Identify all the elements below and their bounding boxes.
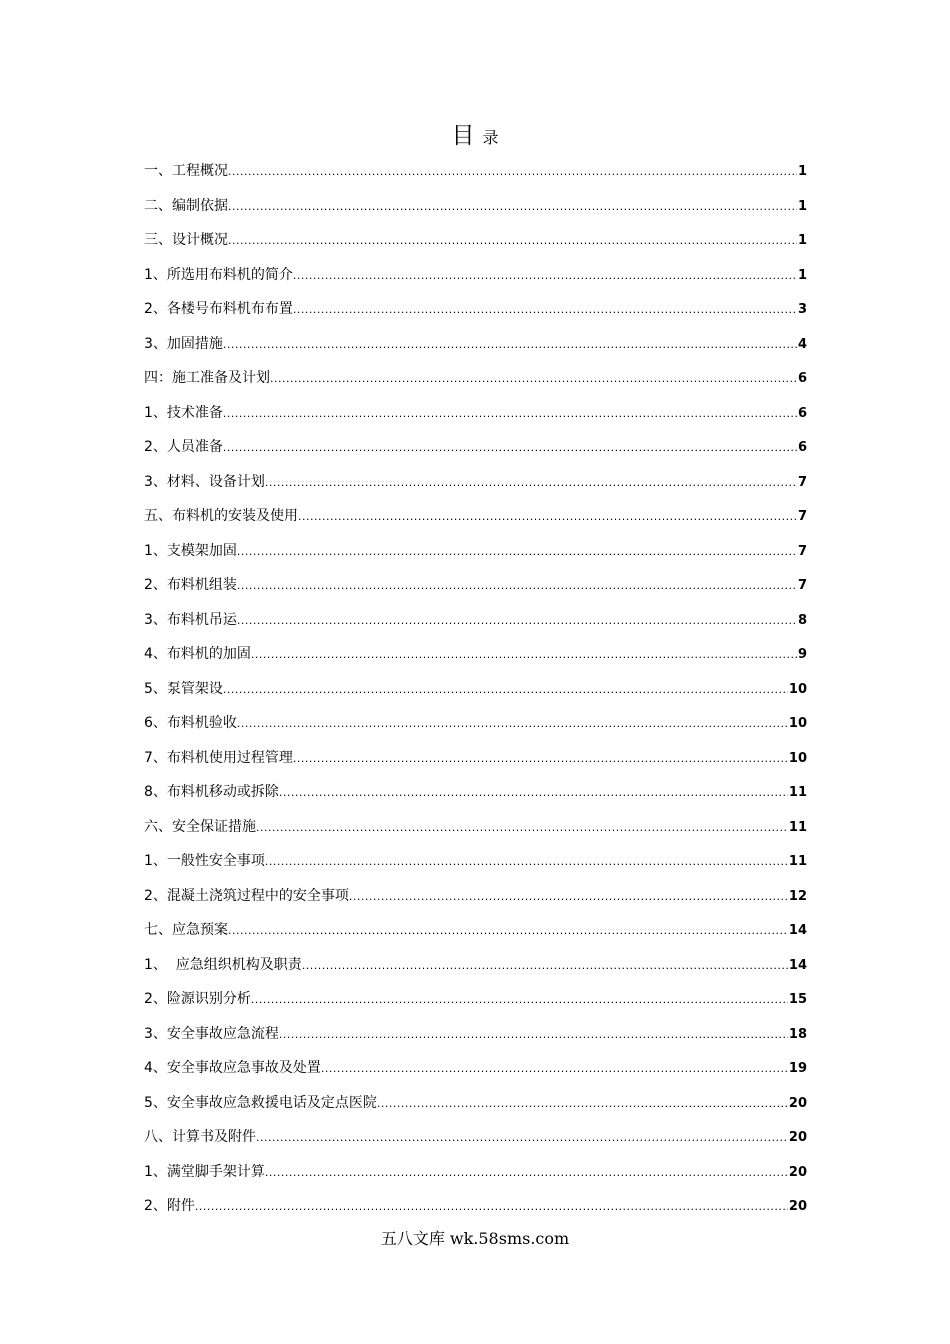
toc-entry[interactable] bbox=[144, 333, 807, 368]
toc-entry-leader bbox=[265, 851, 788, 873]
toc-entry-leader bbox=[293, 299, 797, 321]
toc-entry-page: 20 bbox=[788, 1199, 807, 1214]
toc-entry-page: 8 bbox=[797, 612, 807, 628]
toc-entry-label: 五、布料机的安装及使用 bbox=[144, 508, 298, 524]
toc-entry-leader bbox=[228, 230, 797, 252]
toc-entry-label: 7、布料机使用过程管理 bbox=[144, 749, 293, 766]
toc-entry-leader bbox=[270, 368, 797, 390]
toc-entry-label: 4、布料机的加固 bbox=[144, 646, 251, 662]
toc-entry[interactable] bbox=[144, 505, 807, 540]
toc-entry-leader bbox=[377, 1093, 788, 1115]
toc-entry-leader bbox=[228, 920, 788, 942]
toc-entry-page: 6 bbox=[797, 440, 807, 455]
toc-entry-leader bbox=[265, 1162, 788, 1184]
toc-entry[interactable] bbox=[144, 160, 807, 195]
toc-entry-page: 15 bbox=[788, 992, 807, 1007]
toc-entry[interactable] bbox=[144, 1126, 807, 1161]
toc-entry-leader bbox=[251, 644, 797, 666]
toc-entry-label: 1、技术准备 bbox=[144, 404, 223, 421]
toc-entry-leader bbox=[302, 955, 788, 977]
toc-entry-page: 9 bbox=[797, 647, 807, 662]
toc-entry-page: 3 bbox=[797, 302, 807, 317]
toc-entry-label: 6、布料机验收 bbox=[144, 715, 237, 731]
toc-entry-page: 10 bbox=[788, 681, 807, 697]
toc-entry-page: 1 bbox=[797, 164, 807, 179]
toc-entry[interactable] bbox=[144, 712, 807, 747]
toc-title-sub: 录 bbox=[482, 128, 499, 147]
toc-entry-leader bbox=[237, 575, 797, 597]
toc-entry-page: 14 bbox=[788, 923, 807, 938]
toc-entry-page: 7 bbox=[797, 509, 807, 524]
footer-watermark: 五八文库 wk.58sms.com bbox=[380, 1229, 570, 1248]
toc-entry-leader bbox=[195, 1196, 788, 1218]
toc-entry-leader bbox=[237, 541, 797, 563]
toc-entry[interactable] bbox=[144, 229, 807, 264]
toc-entry-label: 1、满堂脚手架计算 bbox=[144, 1163, 265, 1180]
toc-entry[interactable] bbox=[144, 747, 807, 782]
toc-entry-leader bbox=[265, 472, 797, 494]
toc-entry-page: 4 bbox=[797, 336, 807, 352]
toc-entry-page: 6 bbox=[797, 405, 807, 421]
toc-entry[interactable] bbox=[144, 850, 807, 885]
toc-entry[interactable] bbox=[144, 1023, 807, 1058]
toc-entry-leader bbox=[223, 437, 797, 459]
toc-entry-leader bbox=[321, 1058, 788, 1080]
toc-entry-label: 2、险源识别分析 bbox=[144, 991, 251, 1007]
toc-entry-page: 19 bbox=[788, 1061, 807, 1076]
toc-entry-label: 3、材料、设备计划 bbox=[144, 473, 265, 490]
toc-entry-label: 八、计算书及附件 bbox=[144, 1129, 256, 1145]
toc-entry[interactable] bbox=[144, 436, 807, 471]
toc-entry-leader bbox=[228, 196, 797, 218]
toc-entry-label: 2、混凝土浇筑过程中的安全事项 bbox=[144, 887, 349, 904]
toc-entry-label: 2、各楼号布料机布布置 bbox=[144, 301, 293, 317]
toc-entry-leader bbox=[237, 610, 797, 632]
toc-entry-label: 七、应急预案 bbox=[144, 922, 228, 938]
toc-entry-label: 8、布料机移动或拆除 bbox=[144, 784, 279, 800]
toc-title-main: 目 bbox=[451, 123, 475, 149]
toc-entry-label: 2、附件 bbox=[144, 1198, 195, 1214]
toc-entry-label: 2、布料机组装 bbox=[144, 577, 237, 593]
toc-entry-label: 1、一般性安全事项 bbox=[144, 853, 265, 869]
toc-entry-page: 1 bbox=[797, 233, 807, 248]
toc-entry-page: 11 bbox=[788, 854, 807, 869]
toc-entry-label: 3、安全事故应急流程 bbox=[144, 1025, 279, 1042]
toc-entry[interactable] bbox=[144, 1161, 807, 1196]
toc-entry-page: 20 bbox=[788, 1164, 807, 1180]
toc-title bbox=[0, 122, 950, 152]
toc-entry-label: 四：施工准备及计划 bbox=[144, 370, 270, 386]
toc-entry-leader bbox=[256, 1127, 788, 1149]
toc-entry-label: 3、加固措施 bbox=[144, 335, 223, 352]
toc-entry[interactable] bbox=[144, 540, 807, 575]
table-of-contents bbox=[144, 160, 807, 1230]
toc-entry-page: 10 bbox=[788, 750, 807, 766]
toc-entry-page: 20 bbox=[788, 1130, 807, 1145]
toc-entry-page: 11 bbox=[788, 785, 807, 800]
toc-entry-page: 6 bbox=[797, 371, 807, 386]
toc-entry-page: 10 bbox=[788, 716, 807, 731]
toc-entry-leader bbox=[293, 265, 797, 287]
toc-entry-page: 12 bbox=[788, 888, 807, 904]
toc-entry-page: 18 bbox=[788, 1026, 807, 1042]
toc-entry-leader bbox=[223, 679, 788, 701]
toc-entry-page: 14 bbox=[788, 957, 807, 973]
toc-entry-leader bbox=[228, 161, 797, 183]
toc-entry-label: 二、编制依据 bbox=[144, 197, 228, 214]
toc-entry-label: 1、 应急组织机构及职责 bbox=[144, 956, 302, 973]
toc-entry[interactable] bbox=[144, 1195, 807, 1230]
toc-entry[interactable] bbox=[144, 574, 807, 609]
toc-entry[interactable] bbox=[144, 195, 807, 230]
toc-entry-label: 3、布料机吊运 bbox=[144, 611, 237, 628]
toc-entry-leader bbox=[298, 506, 797, 528]
toc-entry-label: 5、泵管架设 bbox=[144, 680, 223, 697]
toc-entry[interactable] bbox=[144, 954, 807, 989]
toc-entry-label: 1、支模架加固 bbox=[144, 542, 237, 559]
toc-entry[interactable] bbox=[144, 678, 807, 713]
toc-entry-leader bbox=[251, 989, 788, 1011]
toc-entry-label: 5、安全事故应急救援电话及定点医院 bbox=[144, 1094, 377, 1111]
toc-entry-leader bbox=[223, 334, 797, 356]
toc-entry[interactable] bbox=[144, 367, 807, 402]
toc-entry[interactable] bbox=[144, 264, 807, 299]
toc-entry[interactable] bbox=[144, 885, 807, 920]
toc-entry-page: 7 bbox=[797, 578, 807, 593]
toc-entry-label: 4、安全事故应急事故及处置 bbox=[144, 1060, 321, 1076]
toc-entry[interactable] bbox=[144, 1092, 807, 1127]
toc-entry-leader bbox=[256, 817, 788, 839]
toc-entry[interactable] bbox=[144, 1057, 807, 1092]
toc-entry-label: 三、设计概况 bbox=[144, 232, 228, 248]
toc-entry-leader bbox=[223, 403, 797, 425]
toc-entry[interactable] bbox=[144, 402, 807, 437]
toc-entry-label: 1、所选用布料机的简介 bbox=[144, 266, 293, 283]
toc-entry[interactable] bbox=[144, 471, 807, 506]
toc-entry[interactable] bbox=[144, 643, 807, 678]
toc-entry-leader bbox=[279, 782, 788, 804]
toc-entry[interactable] bbox=[144, 298, 807, 333]
toc-entry-label: 六、安全保证措施 bbox=[144, 818, 256, 835]
toc-entry-page: 11 bbox=[788, 819, 807, 835]
toc-entry-leader bbox=[279, 1024, 788, 1046]
toc-entry-label: 2、人员准备 bbox=[144, 439, 223, 455]
toc-entry[interactable] bbox=[144, 781, 807, 816]
toc-entry-page: 7 bbox=[797, 543, 807, 559]
toc-entry-leader bbox=[237, 713, 788, 735]
toc-entry[interactable] bbox=[144, 919, 807, 954]
toc-entry-leader bbox=[293, 748, 788, 770]
toc-entry[interactable] bbox=[144, 609, 807, 644]
toc-entry-label: 一、工程概况 bbox=[144, 163, 228, 179]
toc-entry-leader bbox=[349, 886, 788, 908]
toc-entry[interactable] bbox=[144, 816, 807, 851]
toc-entry-page: 7 bbox=[797, 474, 807, 490]
toc-entry-page: 1 bbox=[797, 267, 807, 283]
toc-entry-page: 20 bbox=[788, 1095, 807, 1111]
toc-entry-page: 1 bbox=[797, 198, 807, 214]
toc-entry[interactable] bbox=[144, 988, 807, 1023]
